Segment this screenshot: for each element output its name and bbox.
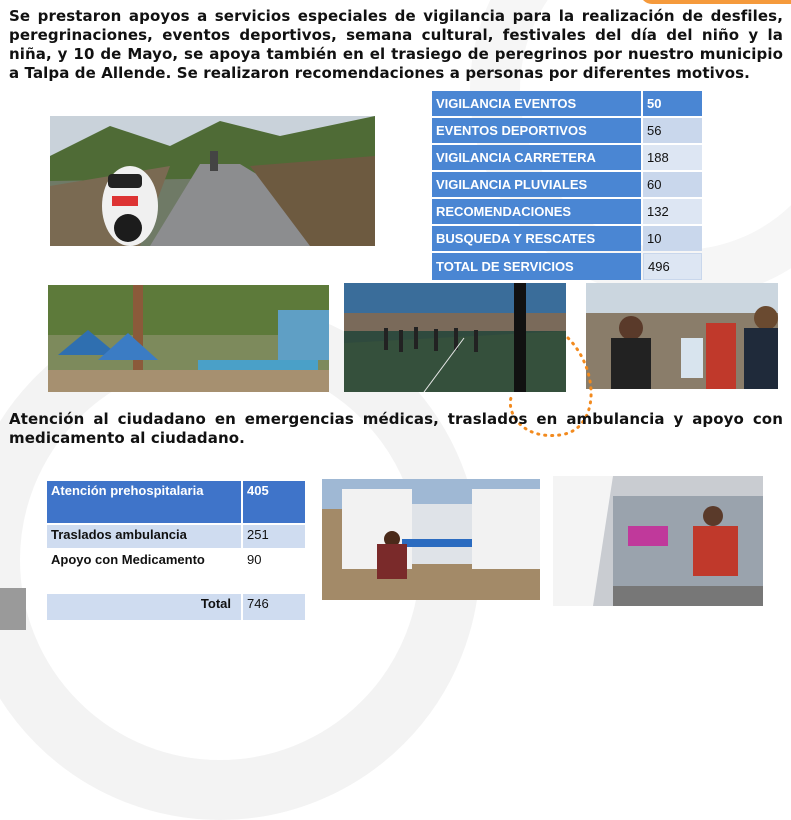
photo-crowd-water	[586, 283, 778, 389]
table-row	[432, 91, 702, 116]
service-value: 60	[643, 172, 702, 197]
medical-label: Atención prehospitalaria	[47, 481, 241, 523]
photo-motorcycle-road	[50, 116, 375, 246]
photo-ambulance-interior	[553, 476, 763, 606]
medical-value: 90	[243, 550, 305, 592]
medical-table	[45, 479, 307, 622]
table-row	[432, 118, 702, 143]
service-value: 56	[643, 118, 702, 143]
photo-camp-tents	[48, 285, 329, 392]
table-row	[432, 145, 702, 170]
service-label: EVENTOS DEPORTIVOS	[432, 118, 641, 143]
table-row	[432, 226, 702, 251]
photo-ambulance-stretcher	[322, 479, 540, 600]
medical-value: 251	[243, 525, 305, 548]
service-label: RECOMENDACIONES	[432, 199, 641, 224]
medical-label: Apoyo con Medicamento	[47, 550, 241, 592]
intro-paragraph: Se prestaron apoyos a servicios especiales de vigilancia para la realización de desfiles, peregrinaciones, eventos deportivos, semana cultural, festivales del día del niño y la niña, y 10 de Mayo, se apoya también en el trasiego de peregrinos por nuestro municipio a Talpa de Allende. Se realizaron recomendaciones a personas por diferentes motivos.	[9, 7, 783, 82]
grey-corner-block	[0, 588, 26, 630]
table-row	[47, 525, 305, 548]
medical-value: 746	[243, 594, 305, 620]
service-label: TOTAL DE SERVICIOS	[432, 253, 641, 280]
orange-accent-bar	[640, 0, 791, 4]
table-row-total	[47, 594, 305, 620]
service-label: BUSQUEDA Y RESCATES	[432, 226, 641, 251]
service-label: VIGILANCIA PLUVIALES	[432, 172, 641, 197]
table-row	[432, 172, 702, 197]
service-value: 50	[643, 91, 702, 116]
services-table	[430, 89, 704, 282]
medical-value: 405	[243, 481, 305, 523]
service-value: 188	[643, 145, 702, 170]
service-value: 10	[643, 226, 702, 251]
medical-label: Traslados ambulancia	[47, 525, 241, 548]
service-label: VIGILANCIA EVENTOS	[432, 91, 641, 116]
table-row-total	[432, 253, 702, 280]
medical-paragraph: Atención al ciudadano en emergencias médicas, traslados en ambulancia y apoyo con medicamento al ciudadano.	[9, 410, 783, 447]
table-row	[47, 550, 305, 592]
table-row	[47, 481, 305, 523]
service-value: 496	[643, 253, 702, 280]
service-label: VIGILANCIA CARRETERA	[432, 145, 641, 170]
medical-label: Total	[47, 594, 241, 620]
photo-sports-court	[344, 283, 566, 392]
service-value: 132	[643, 199, 702, 224]
table-row	[432, 199, 702, 224]
